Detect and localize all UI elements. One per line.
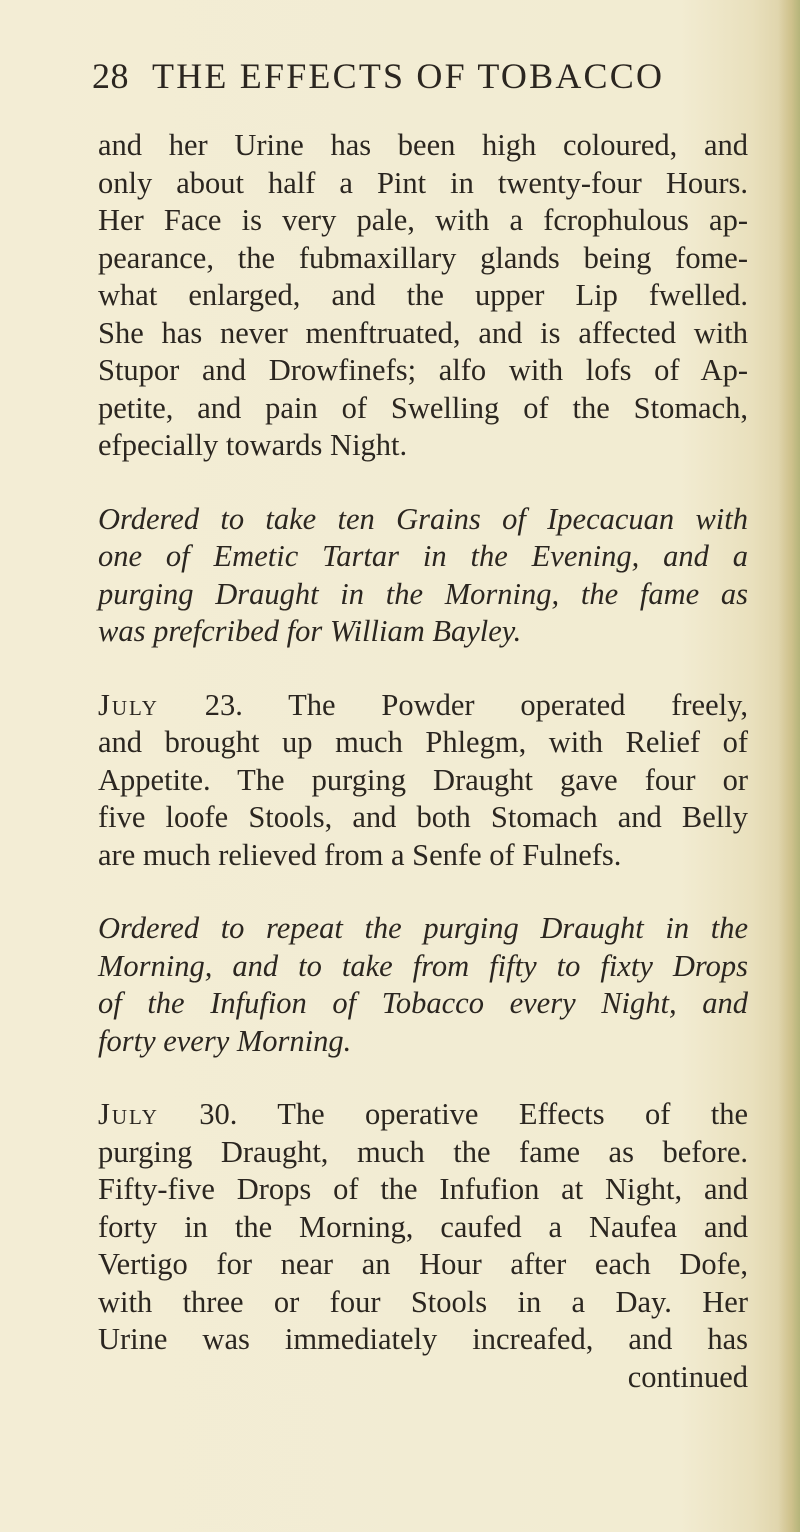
paragraph-prescription-2 <box>98 910 748 1060</box>
text-line: She has never menftruated, and is affected with <box>98 315 748 350</box>
text-line: of the Infufion of Tobacco every Night, and <box>98 986 748 1020</box>
text-line-rest: 23. The Powder operated freely, <box>158 687 748 722</box>
body-text <box>98 127 748 1396</box>
text-line: Her Face is very pale, with a fcrophulous ap- <box>98 203 748 237</box>
text-line: with three or four Stools in a Day. Her <box>98 1284 748 1319</box>
text-line: one of Emetic Tartar in the Evening, and a <box>98 539 748 573</box>
text-line: Urine was immediately increafed, and has <box>98 1322 748 1356</box>
text-line: Vertigo for near an Hour after each Dofe, <box>98 1247 748 1281</box>
paragraph-july-23 <box>98 687 748 875</box>
text-line: are much relieved from a Senfe of Fulnefs. <box>98 837 622 872</box>
text-line-rest: 30. The operative Effects of the <box>158 1097 748 1131</box>
text-line: was prefcribed for William Bayley. <box>98 614 522 648</box>
paragraph-july-30 <box>98 1096 748 1396</box>
text-line: Appetite. The purging Draught gave four or <box>98 762 748 797</box>
text-line <box>98 687 748 725</box>
date-label: July <box>98 1097 159 1131</box>
paragraph-case-notes <box>98 127 748 465</box>
catchword: continued <box>627 1359 748 1394</box>
paragraph-prescription <box>98 501 748 651</box>
running-head: THE EFFECTS OF TOBACCO <box>152 56 665 96</box>
text-line: Ordered to repeat the purging Draught in the <box>98 911 748 945</box>
text-line: Fifty-five Drops of the Infufion at Night, and <box>98 1172 748 1206</box>
text-line: Morning, and to take from fifty to fixty Drops <box>98 948 748 983</box>
text-line: what enlarged, and the upper Lip fwelled. <box>98 278 748 312</box>
text-line: purging Draught in the Morning, the fame as <box>98 576 748 611</box>
text-line: forty in the Morning, caufed a Naufea and <box>98 1209 748 1244</box>
text-line: Stupor and Drowfinefs; alfo with lofs of Ap- <box>98 353 748 387</box>
text-line: pearance, the fubmaxillary glands being fome- <box>98 240 748 275</box>
text-line: petite, and pain of Swelling of the Stomach, <box>98 390 748 425</box>
text-line: purging Draught, much the fame as before. <box>98 1134 748 1169</box>
text-line: five loofe Stools, and both Stomach and Belly <box>98 800 748 834</box>
text-line: forty every Morning. <box>98 1023 352 1058</box>
page-header <box>92 50 732 102</box>
page-edge-shadow <box>778 0 800 1532</box>
text-line: and her Urine has been high coloured, and <box>98 128 748 162</box>
text-line: Ordered to take ten Grains of Ipecacuan with <box>98 501 748 536</box>
text-line: and brought up much Phlegm, with Relief of <box>98 725 748 759</box>
date-label: July <box>98 687 159 722</box>
page-number: 28 <box>92 56 129 96</box>
text-line: only about half a Pint in twenty-four Hours. <box>98 165 748 200</box>
text-line <box>98 1096 748 1134</box>
text-line: efpecially towards Night. <box>98 428 408 462</box>
